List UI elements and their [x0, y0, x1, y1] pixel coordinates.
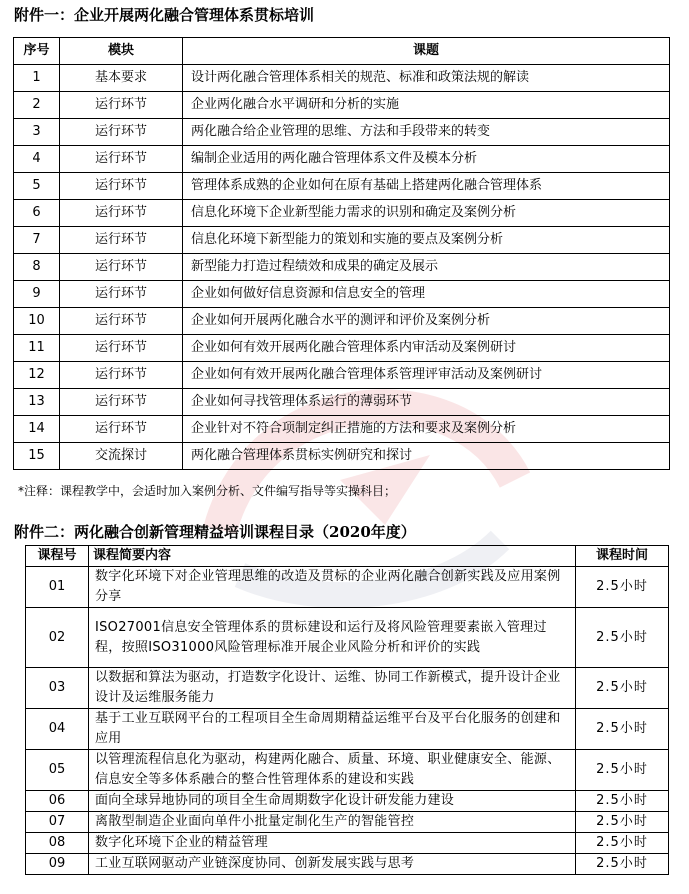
row-index: 13: [14, 389, 60, 416]
row-course-number: 02: [26, 608, 89, 668]
row-course-time: 2.5小时: [576, 812, 669, 833]
table-row: [14, 389, 670, 416]
row-course-number: 09: [26, 854, 89, 875]
row-course-description: 面向全球异地协同的项目全生命周期数字化设计研发能力建设: [89, 791, 576, 812]
row-topic: 企业如何有效开展两化融合管理体系内审活动及案例研讨: [183, 335, 670, 362]
row-topic: 设计两化融合管理体系相关的规范、标准和政策法规的解读: [183, 65, 670, 92]
table-row: [14, 362, 670, 389]
section2-title: 附件二：两化融合创新管理精益培训课程目录（2020年度）: [14, 523, 416, 541]
row-topic: 信息化环境下新型能力的策划和实施的要点及案例分析: [183, 227, 670, 254]
row-module: 运行环节: [60, 416, 183, 443]
table-row: [26, 567, 669, 608]
table-row: [26, 608, 669, 668]
row-module: 运行环节: [60, 119, 183, 146]
row-course-description: 基于工业互联网平台的工程项目全生命周期精益运维平台及平台化服务的创建和应用: [89, 709, 576, 750]
header-index: 序号: [14, 38, 60, 65]
row-module: 运行环节: [60, 308, 183, 335]
row-course-number: 03: [26, 668, 89, 709]
row-course-time: 2.5小时: [576, 608, 669, 668]
row-index: 4: [14, 146, 60, 173]
table-row: [14, 65, 670, 92]
row-index: 2: [14, 92, 60, 119]
table-header-row: [14, 38, 670, 65]
row-course-description: 离散型制造企业面向单件小批量定制化生产的智能管控: [89, 812, 576, 833]
row-course-time: 2.5小时: [576, 668, 669, 709]
row-topic: 企业两化融合水平调研和分析的实施: [183, 92, 670, 119]
table-row: [26, 812, 669, 833]
row-course-time: 2.5小时: [576, 750, 669, 791]
table-row: [14, 173, 670, 200]
table-row: [14, 200, 670, 227]
row-course-description: 数字化环境下企业的精益管理: [89, 833, 576, 854]
row-module: 运行环节: [60, 92, 183, 119]
row-module: 运行环节: [60, 146, 183, 173]
row-course-description: ISO27001信息安全管理体系的贯标建设和运行及将风险管理要素嵌入管理过程，按照ISO31000风险管理标准开展企业风险分析和评价的实践: [89, 608, 576, 668]
row-module: 运行环节: [60, 281, 183, 308]
row-topic: 编制企业适用的两化融合管理体系文件及模本分析: [183, 146, 670, 173]
table-row: [14, 92, 670, 119]
header-topic: 课题: [183, 38, 670, 65]
table-row: [26, 709, 669, 750]
table-row: [14, 308, 670, 335]
table-row: [26, 833, 669, 854]
header-course-description: 课程简要内容: [89, 546, 576, 567]
table-row: [14, 227, 670, 254]
row-topic: 企业针对不符合项制定纠正措施的方法和要求及案例分析: [183, 416, 670, 443]
row-index: 6: [14, 200, 60, 227]
row-index: 8: [14, 254, 60, 281]
row-course-number: 08: [26, 833, 89, 854]
row-course-number: 07: [26, 812, 89, 833]
row-module: 运行环节: [60, 362, 183, 389]
table-row: [26, 668, 669, 709]
row-topic: 企业如何寻找管理体系运行的薄弱环节: [183, 389, 670, 416]
row-index: 14: [14, 416, 60, 443]
row-module: 运行环节: [60, 173, 183, 200]
row-index: 1: [14, 65, 60, 92]
table-row: [14, 416, 670, 443]
row-module: 运行环节: [60, 227, 183, 254]
row-course-time: 2.5小时: [576, 791, 669, 812]
course-catalog-table: [25, 545, 669, 875]
table-row: [14, 443, 670, 470]
table-row: [14, 254, 670, 281]
row-module: 运行环节: [60, 389, 183, 416]
row-topic: 两化融合给企业管理的思维、方法和手段带来的转变: [183, 119, 670, 146]
row-course-number: 01: [26, 567, 89, 608]
row-module: 运行环节: [60, 200, 183, 227]
table-row: [14, 281, 670, 308]
row-course-time: 2.5小时: [576, 567, 669, 608]
table-row: [26, 854, 669, 875]
row-course-time: 2.5小时: [576, 854, 669, 875]
row-course-description: 以管理流程信息化为驱动，构建两化融合、质量、环境、职业健康安全、能源、信息安全等多体系融合的整合性管理体系的建设和实践: [89, 750, 576, 791]
row-topic: 企业如何开展两化融合水平的测评和评价及案例分析: [183, 308, 670, 335]
row-index: 11: [14, 335, 60, 362]
row-course-number: 06: [26, 791, 89, 812]
row-course-description: 以数据和算法为驱动，打造数字化设计、运维、协同工作新模式，提升设计企业设计及运维服务能力: [89, 668, 576, 709]
table-row: [14, 146, 670, 173]
row-index: 10: [14, 308, 60, 335]
row-topic: 两化融合管理体系贯标实例研究和探讨: [183, 443, 670, 470]
table-row: [26, 750, 669, 791]
row-course-time: 2.5小时: [576, 833, 669, 854]
footnote: *注释：课程教学中，会适时加入案例分析、文件编写指导等实操科目；: [18, 484, 397, 498]
table-header-row: [26, 546, 669, 567]
row-index: 5: [14, 173, 60, 200]
section1-title: 附件一：企业开展两化融合管理体系贯标培训: [14, 6, 315, 24]
row-course-number: 04: [26, 709, 89, 750]
row-index: 3: [14, 119, 60, 146]
header-module: 模块: [60, 38, 183, 65]
row-topic: 管理体系成熟的企业如何在原有基础上搭建两化融合管理体系: [183, 173, 670, 200]
row-index: 12: [14, 362, 60, 389]
header-course-number: 课程号: [26, 546, 89, 567]
row-topic: 企业如何有效开展两化融合管理体系管理评审活动及案例研讨: [183, 362, 670, 389]
row-course-description: 数字化环境下对企业管理思维的改造及贯标的企业两化融合创新实践及应用案例分享: [89, 567, 576, 608]
row-index: 9: [14, 281, 60, 308]
row-module: 运行环节: [60, 254, 183, 281]
table-row: [14, 335, 670, 362]
row-index: 7: [14, 227, 60, 254]
training-topics-table: [13, 37, 670, 470]
row-topic: 新型能力打造过程绩效和成果的确定及展示: [183, 254, 670, 281]
table-row: [14, 119, 670, 146]
table-row: [26, 791, 669, 812]
row-course-description: 工业互联网驱动产业链深度协同、创新发展实践与思考: [89, 854, 576, 875]
header-course-time: 课程时间: [576, 546, 669, 567]
row-module: 运行环节: [60, 335, 183, 362]
row-topic: 企业如何做好信息资源和信息安全的管理: [183, 281, 670, 308]
row-module: 基本要求: [60, 65, 183, 92]
row-course-time: 2.5小时: [576, 709, 669, 750]
row-index: 15: [14, 443, 60, 470]
row-topic: 信息化环境下企业新型能力需求的识别和确定及案例分析: [183, 200, 670, 227]
row-module: 交流探讨: [60, 443, 183, 470]
row-course-number: 05: [26, 750, 89, 791]
